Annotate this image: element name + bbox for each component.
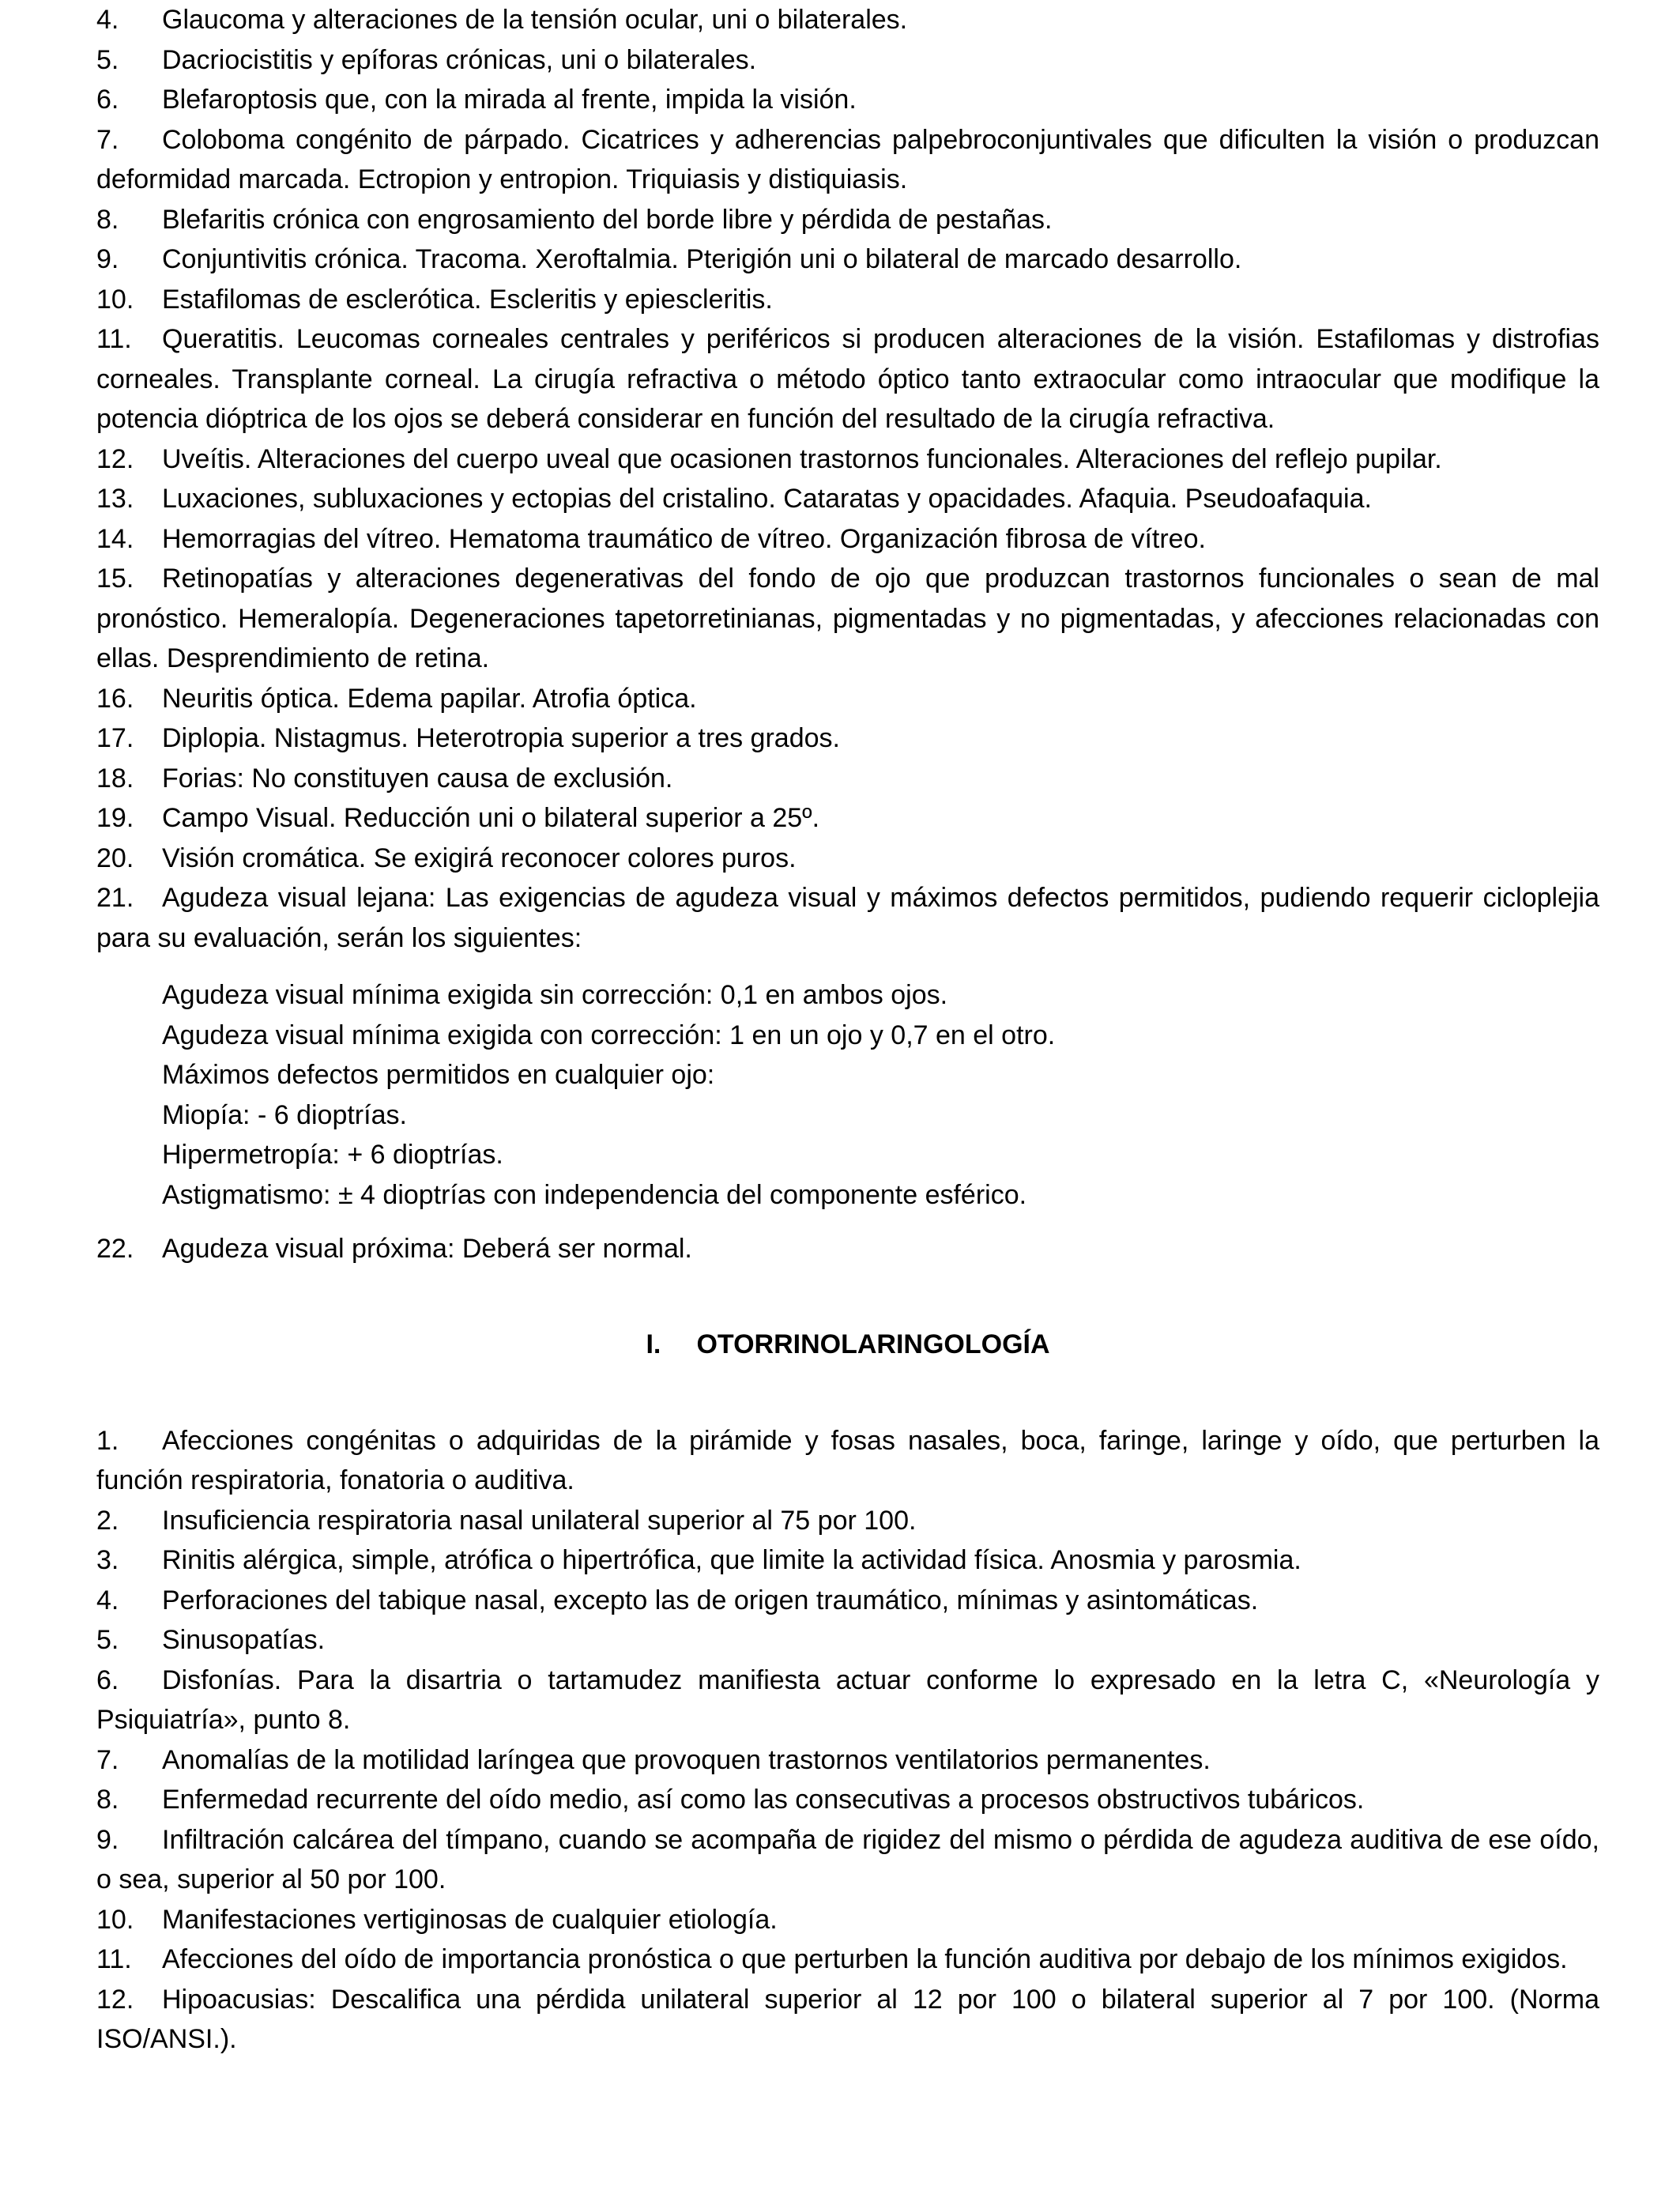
list-item [96, 1581, 1599, 1621]
item-text: Insuficiencia respiratoria nasal unilateral superior al 75 por 100. [162, 1505, 917, 1536]
item-text: Hipoacusias: Descalifica una pérdida unilateral superior al 12 por 100 o bilateral superior al 7 por 100. (Norma ISO/ANSI.). [96, 1984, 1599, 2054]
item-number: 4. [96, 5, 119, 35]
list-item [96, 759, 1599, 799]
list-item [96, 319, 1599, 439]
list-item [96, 1421, 1599, 1501]
ophthalmology-list [96, 0, 1599, 958]
list-item [96, 1940, 1599, 1980]
item-number: 15. [96, 564, 134, 594]
item-number: 8. [96, 204, 119, 235]
list-item [96, 878, 1599, 958]
list-item [96, 40, 1599, 81]
item-number: 16. [96, 683, 134, 714]
item-text: Conjuntivitis crónica. Tracoma. Xeroftalmia. Pterigión uni o bilateral de marcado desarrollo. [162, 244, 1242, 274]
acuity-line: Máximos defectos permitidos en cualquier ojo: [162, 1060, 715, 1090]
item-number: 12. [96, 443, 134, 474]
item-text: Queratitis. Leucomas corneales centrales y periféricos si producen alteraciones de la visión. Estafilomas y distrofias corneales. Transplante corneal. La cirugía refractiva o método óptico tanto extraocular como intraocular que modifique la potencia dióptrica de los ojos se deberá considerar en función del resultado de la cirugía refractiva. [96, 324, 1599, 434]
acuity-requirements [162, 975, 1599, 1215]
list-item [96, 1229, 1599, 1269]
item-text: Glaucoma y alteraciones de la tensión ocular, uni o bilaterales. [162, 5, 908, 35]
item-number: 2. [96, 1505, 119, 1536]
item-number: 12. [96, 1984, 134, 2015]
item-text: Perforaciones del tabique nasal, excepto las de origen traumático, mínimas y asintomáticas. [162, 1585, 1259, 1615]
list-item [96, 798, 1599, 839]
item-number: 20. [96, 843, 134, 873]
item-number: 1. [96, 1425, 119, 1456]
item-number: 7. [96, 124, 119, 155]
list-item [96, 200, 1599, 240]
item-number: 3. [96, 1545, 119, 1575]
item-text: Forias: No constituyen causa de exclusión. [162, 763, 673, 794]
item-number: 9. [96, 244, 119, 274]
item-number: 19. [96, 803, 134, 833]
item-number: 6. [96, 85, 119, 115]
item-text: Visión cromática. Se exigirá reconocer colores puros. [162, 843, 797, 873]
item-number: 7. [96, 1744, 119, 1775]
item-number: 8. [96, 1785, 119, 1815]
ent-list [96, 1421, 1599, 2060]
list-item [96, 519, 1599, 560]
item-text: Anomalías de la motilidad laríngea que provoquen trastornos ventilatorios permanentes. [162, 1744, 1211, 1775]
list-item [96, 1780, 1599, 1820]
list-item [96, 0, 1599, 40]
section-title: OTORRINOLARINGOLOGÍA [696, 1329, 1050, 1359]
list-item [96, 718, 1599, 759]
item-text: Blefaritis crónica con engrosamiento del borde libre y pérdida de pestañas. [162, 204, 1053, 235]
item-text: Infiltración calcárea del tímpano, cuando se acompaña de rigidez del mismo o pérdida de agudeza auditiva de ese oído, o sea, superior al 50 por 100. [96, 1824, 1599, 1894]
item-text: Estafilomas de esclerótica. Escleritis y epiescleritis. [162, 284, 773, 315]
section-number: I. [646, 1329, 661, 1359]
list-item [96, 80, 1599, 120]
item-text: Sinusopatías. [162, 1625, 326, 1655]
item-text: Coloboma congénito de párpado. Cicatrices y adherencias palpebroconjuntivales que dificulten la visión o produzcan deformidad marcada. Ectropion y entropion. Triquiasis y distiquiasis. [96, 124, 1599, 194]
list-item [96, 479, 1599, 519]
item-number: 17. [96, 723, 134, 753]
list-item [96, 1501, 1599, 1541]
document-page [96, 0, 1599, 2060]
item-text: Afecciones congénitas o adquiridas de la pirámide y fosas nasales, boca, faringe, laringe y oído, que perturben la función respiratoria, fonatoria o auditiva. [96, 1425, 1599, 1495]
item-number: 13. [96, 484, 134, 514]
item-number: 9. [96, 1824, 119, 1855]
item-text: Rinitis alérgica, simple, atrófica o hipertrófica, que limite la actividad física. Anosmia y parosmia. [162, 1545, 1301, 1575]
item-text: Enfermedad recurrente del oído medio, así como las consecutivas a procesos obstructivos tubáricos. [162, 1785, 1365, 1815]
item-number: 10. [96, 284, 134, 315]
item-number: 14. [96, 523, 134, 554]
list-item [96, 120, 1599, 200]
item-number: 21. [96, 883, 134, 913]
list-item [96, 559, 1599, 679]
item-text: Disfonías. Para la disartria o tartamudez manifiesta actuar conforme lo expresado en la letra C, «Neurología y Psiquiatría», punto 8. [96, 1664, 1599, 1735]
list-item [96, 1980, 1599, 2060]
list-item [96, 1540, 1599, 1581]
list-item [96, 1740, 1599, 1781]
acuity-line: Miopía: - 6 dioptrías. [162, 1099, 407, 1130]
item-text: Luxaciones, subluxaciones y ectopias del cristalino. Cataratas y opacidades. Afaquia. Pseudoafaquia. [162, 484, 1372, 514]
acuity-line: Agudeza visual mínima exigida con corrección: 1 en un ojo y 0,7 en el otro. [162, 1020, 1056, 1050]
item-text: Blefaroptosis que, con la mirada al frente, impida la visión. [162, 85, 857, 115]
acuity-line: Hipermetropía: + 6 dioptrías. [162, 1140, 503, 1170]
acuity-line: Agudeza visual mínima exigida sin corrección: 0,1 en ambos ojos. [162, 980, 948, 1010]
item-number: 22. [96, 1234, 134, 1264]
item-text: Hemorragias del vítreo. Hematoma traumático de vítreo. Organización fibrosa de vítreo. [162, 523, 1206, 554]
item-text: Neuritis óptica. Edema papilar. Atrofia óptica. [162, 683, 697, 714]
list-item [96, 239, 1599, 280]
item-text: Campo Visual. Reducción uni o bilateral superior a 25º. [162, 803, 820, 833]
list-item [96, 1620, 1599, 1661]
item-number: 5. [96, 44, 119, 75]
item-text: Agudeza visual lejana: Las exigencias de agudeza visual y máximos defectos permitidos, pudiendo requerir cicloplejia para su evaluación, serán los siguientes: [96, 883, 1599, 953]
list-item [96, 1661, 1599, 1740]
acuity-line: Astigmatismo: ± 4 dioptrías con independencia del componente esférico. [162, 1179, 1027, 1210]
section-heading [96, 1325, 1599, 1364]
item-text: Diplopia. Nistagmus. Heterotropia superior a tres grados. [162, 723, 840, 753]
item-text: Uveítis. Alteraciones del cuerpo uveal que ocasionen trastornos funcionales. Alteraciones del reflejo pupilar. [162, 443, 1442, 474]
list-item [96, 1820, 1599, 1900]
list-item [96, 1900, 1599, 1940]
item-number: 10. [96, 1904, 134, 1935]
item-text: Agudeza visual próxima: Deberá ser normal. [162, 1234, 692, 1264]
item-number: 11. [96, 1944, 132, 1974]
item-text: Dacriocistitis y epíforas crónicas, uni o bilaterales. [162, 44, 757, 75]
item-number: 6. [96, 1664, 119, 1695]
item-text: Afecciones del oído de importancia pronóstica o que perturben la función auditiva por debajo de los mínimos exigidos. [162, 1944, 1568, 1974]
item-number: 4. [96, 1585, 119, 1615]
list-item [96, 839, 1599, 879]
list-item [96, 439, 1599, 480]
list-item [96, 679, 1599, 719]
item-text: Manifestaciones vertiginosas de cualquier etiología. [162, 1904, 778, 1935]
item-number: 18. [96, 763, 134, 794]
item-number: 11. [96, 324, 132, 354]
item-number: 5. [96, 1625, 119, 1655]
item-text: Retinopatías y alteraciones degenerativas del fondo de ojo que produzcan trastornos funcionales o sean de mal pronóstico. Hemeralopía. Degeneraciones tapetorretinianas, pigmentadas y no pigmentadas, y afecciones relacionadas con ellas. Desprendimiento de retina. [96, 564, 1599, 673]
list-item [96, 280, 1599, 320]
